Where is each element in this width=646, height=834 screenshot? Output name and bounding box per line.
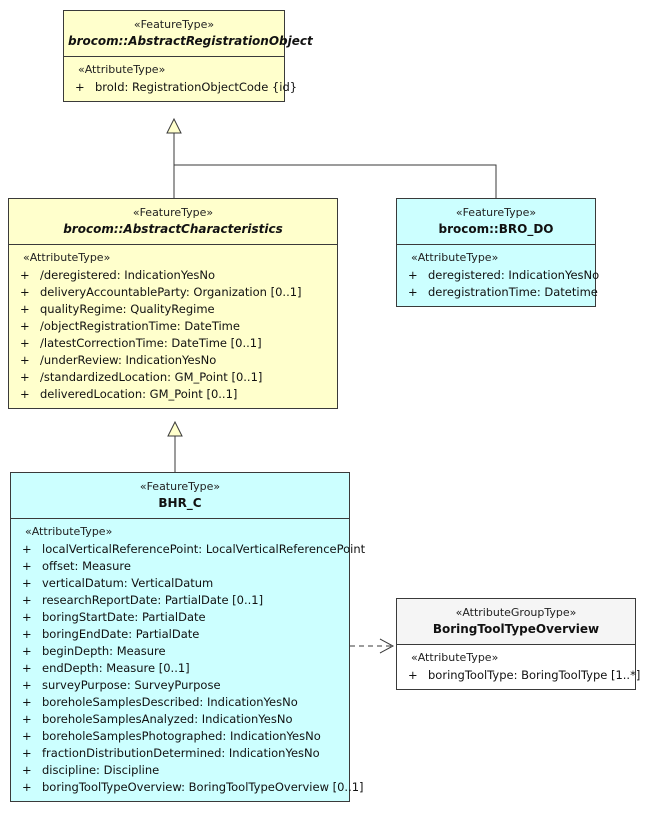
class-name: brocom::BRO_DO [438,221,554,236]
visibility-marker: + [20,302,30,317]
attribute-row [11,609,349,626]
attribute-row [11,558,349,575]
attribute-text: offset: Measure [42,559,131,574]
visibility-marker: + [20,336,30,351]
attribute-text: boringToolTypeOverview: BoringToolTypeOverview [0..1] [42,780,364,795]
attribute-text: boringStartDate: PartialDate [42,610,206,625]
visibility-marker: + [22,627,32,642]
visibility-marker: + [22,610,32,625]
class-abstract-characteristics[interactable] [8,198,338,409]
attribute-row [9,301,337,318]
attribute-row [11,694,349,711]
attribute-row [9,352,337,369]
attribute-row [9,386,337,403]
attribute-row [397,667,641,684]
attribute-text: deliveryAccountableParty: Organization [0..1] [40,285,302,300]
attribute-text: beginDepth: Measure [42,644,166,659]
class-stereotype: «AttributeGroupType» [455,606,577,619]
attributes-compartment [397,245,600,306]
visibility-marker: + [20,370,30,385]
attribute-stereotype: «AttributeType» [78,63,166,77]
attribute-row [9,267,337,284]
attribute-row [9,284,337,301]
attribute-row [11,660,349,677]
visibility-marker: + [20,285,30,300]
attribute-text: localVerticalReferencePoint: LocalVerticalReferencePoint [42,542,366,557]
attribute-text: researchReportDate: PartialDate [0..1] [42,593,264,608]
class-bhr-c[interactable] [10,472,366,802]
class-stereotype: «FeatureType» [133,18,215,31]
visibility-marker: + [22,763,32,778]
visibility-marker: + [22,712,32,727]
attribute-text: endDepth: Measure [0..1] [42,661,190,676]
visibility-marker: + [20,353,30,368]
class-header [397,599,635,644]
attribute-row [11,677,349,694]
attribute-row [11,745,349,762]
attribute-stereotype: «AttributeType» [411,651,499,665]
attribute-row [397,267,600,284]
visibility-marker: + [22,780,32,795]
class-header [11,473,349,518]
visibility-marker: + [22,644,32,659]
class-boring-tool-type-overview[interactable] [396,598,641,690]
visibility-marker: + [408,668,418,683]
class-stereotype: «FeatureType» [132,206,214,219]
attribute-text: /underReview: IndicationYesNo [40,353,217,368]
visibility-marker: + [22,746,32,761]
attributes-compartment [64,57,298,101]
attribute-text: broId: RegistrationObjectCode {id} [95,80,298,95]
attribute-text: boreholeSamplesDescribed: IndicationYesNo [42,695,298,710]
attribute-text: deliveredLocation: GM_Point [0..1] [40,387,238,402]
visibility-marker: + [20,319,30,334]
attribute-text: /standardizedLocation: GM_Point [0..1] [40,370,263,385]
class-name: brocom::AbstractCharacteristics [63,221,283,236]
attribute-stereotype: «AttributeType» [23,251,111,265]
visibility-marker: + [22,729,32,744]
attribute-text: qualityRegime: QualityRegime [40,302,215,317]
attribute-text: boringToolType: BoringToolType [1..*] [428,668,641,683]
attribute-row [9,335,337,352]
dependency-bhrc-to-boringtooltypeoverview [350,639,393,653]
generalization-bhrc-to-characteristics [168,422,182,472]
attributes-compartment [11,519,366,801]
class-abstract-registration-object[interactable] [63,10,313,102]
attribute-row [11,728,349,745]
attribute-stereotype: «AttributeType» [411,251,499,265]
class-bro-do[interactable] [396,198,600,307]
visibility-marker: + [22,576,32,591]
attribute-row [11,575,349,592]
attribute-row [11,779,364,796]
attribute-text: /latestCorrectionTime: DateTime [0..1] [40,336,262,351]
visibility-marker: + [22,678,32,693]
class-name: BHR_C [158,495,202,510]
attribute-text: discipline: Discipline [42,763,160,778]
attribute-text: fractionDistributionDetermined: IndicationYesNo [42,746,320,761]
attribute-text: surveyPurpose: SurveyPurpose [42,678,221,693]
class-header [64,11,313,56]
class-name: BoringToolTypeOverview [432,621,600,636]
visibility-marker: + [408,285,418,300]
attribute-stereotype: «AttributeType» [25,525,113,539]
class-header [397,199,595,244]
visibility-marker: + [408,268,418,283]
visibility-marker: + [22,559,32,574]
generalization-brodo-to-registrationobject [174,165,496,198]
attribute-row [11,541,366,558]
attribute-row [11,643,349,660]
class-stereotype: «FeatureType» [455,206,537,219]
attributes-compartment [397,645,641,689]
attribute-text: boringEndDate: PartialDate [42,627,200,642]
visibility-marker: + [22,695,32,710]
attribute-row [64,79,298,96]
visibility-marker: + [20,387,30,402]
attribute-row [11,592,349,609]
attribute-text: verticalDatum: VerticalDatum [42,576,214,591]
generalization-characteristics-to-registrationobject [167,119,181,198]
class-header [9,199,337,244]
visibility-marker: + [75,80,85,95]
attribute-row [11,762,349,779]
attribute-row [11,626,349,643]
class-name: brocom::AbstractRegistrationObject [68,33,313,48]
attribute-text: /deregistered: IndicationYesNo [40,268,216,283]
attribute-row [11,711,349,728]
attribute-row [9,318,337,335]
attribute-text: deregistrationTime: Datetime [428,285,598,300]
visibility-marker: + [22,661,32,676]
attribute-text: deregistered: IndicationYesNo [428,268,600,283]
attribute-text: boreholeSamplesPhotographed: IndicationYesNo [42,729,321,744]
attribute-text: boreholeSamplesAnalyzed: IndicationYesNo [42,712,293,727]
attributes-compartment [9,245,337,408]
visibility-marker: + [22,542,32,557]
class-stereotype: «FeatureType» [139,480,221,493]
visibility-marker: + [20,268,30,283]
attribute-row [397,284,598,301]
attribute-text: /objectRegistrationTime: DateTime [40,319,240,334]
visibility-marker: + [22,593,32,608]
attribute-row [9,369,337,386]
